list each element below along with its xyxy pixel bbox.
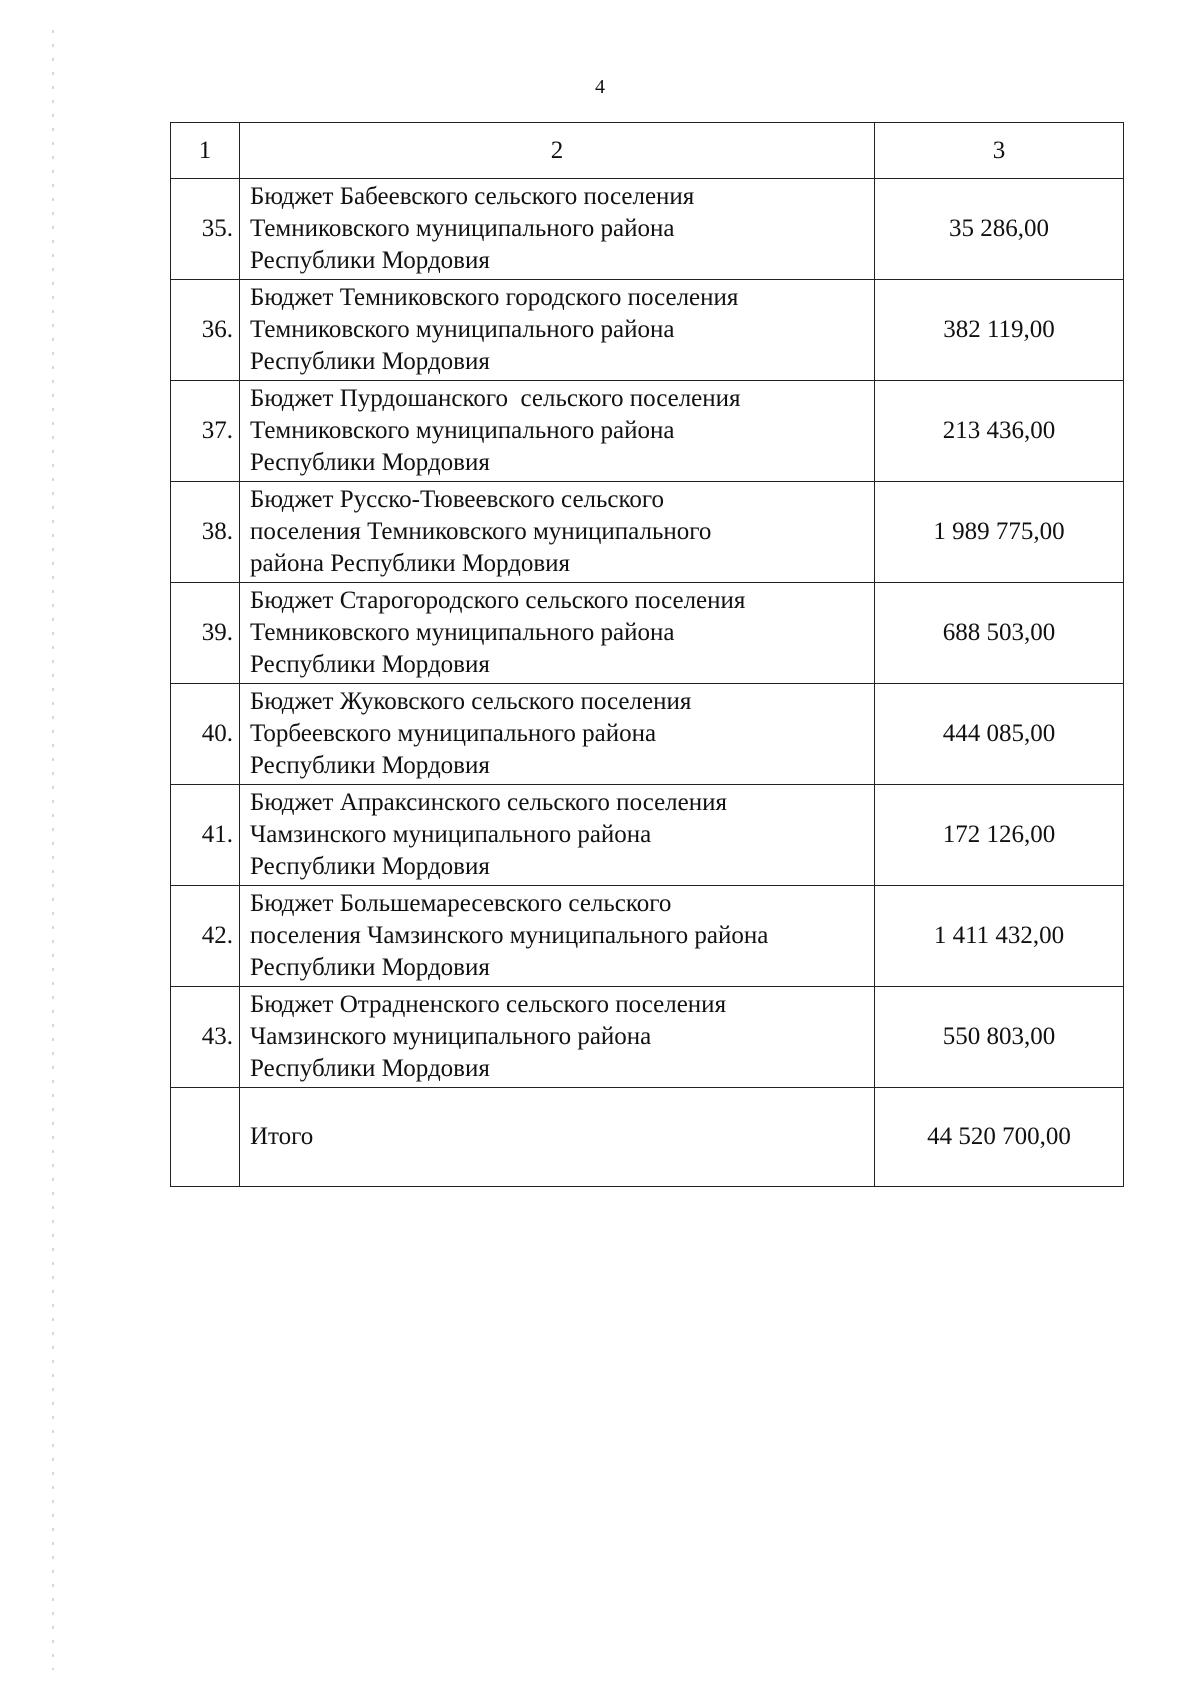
table-row xyxy=(171,482,1124,583)
budget-name-line: Республики Мордовия xyxy=(250,1055,490,1082)
budget-name-line: Республики Мордовия xyxy=(250,247,490,274)
table-row xyxy=(171,785,1124,886)
budget-amount: 172 126,00 xyxy=(875,785,1124,886)
budget-name xyxy=(240,886,875,987)
row-number: 37. xyxy=(171,381,240,482)
budget-name xyxy=(240,179,875,280)
budget-amount: 1 411 432,00 xyxy=(875,886,1124,987)
budget-name-line: Республики Мордовия xyxy=(250,651,490,678)
budget-name-line: поселения Темниковского муниципального xyxy=(250,518,712,545)
table-row xyxy=(171,886,1124,987)
budget-name-line: Бюджет Русско-Тювеевского сельского xyxy=(250,486,665,513)
budget-name-line: Торбеевского муниципального района xyxy=(250,720,657,747)
total-empty-cell xyxy=(171,1088,240,1187)
budget-name-line: Чамзинского муниципального района xyxy=(250,821,652,848)
table-header-row xyxy=(171,123,1124,179)
budget-name-line: Бюджет Жуковского сельского поселения xyxy=(250,688,692,715)
budget-amount: 550 803,00 xyxy=(875,987,1124,1088)
budget-name-line: Бюджет Большемаресевского сельского xyxy=(250,890,672,917)
budget-amount: 382 119,00 xyxy=(875,280,1124,381)
budget-name-line: Бюджет Старогородского сельского поселения xyxy=(250,587,746,614)
header-cell-1: 1 xyxy=(171,123,240,179)
budget-name-line: Республики Мордовия xyxy=(250,752,490,779)
budget-name-line: Темниковского муниципального района xyxy=(250,417,675,444)
row-number: 42. xyxy=(171,886,240,987)
budget-name xyxy=(240,785,875,886)
table-row xyxy=(171,987,1124,1088)
budget-name-line: Темниковского муниципального района xyxy=(250,619,675,646)
table-row xyxy=(171,179,1124,280)
row-number: 36. xyxy=(171,280,240,381)
budget-name-line: Республики Мордовия xyxy=(250,954,490,981)
budget-name-line: Бюджет Бабеевского сельского поселения xyxy=(250,183,695,210)
row-number: 38. xyxy=(171,482,240,583)
budget-name-line: Бюджет Темниковского городского поселения xyxy=(250,284,739,311)
budget-name-line: Бюджет Апраксинского сельского поселения xyxy=(250,789,728,816)
table-row xyxy=(171,583,1124,684)
header-cell-2: 2 xyxy=(240,123,875,179)
budget-name-line: Темниковского муниципального района xyxy=(250,316,675,343)
budget-name-line: Темниковского муниципального района xyxy=(250,215,675,242)
budget-amount: 444 085,00 xyxy=(875,684,1124,785)
budget-name-line: Бюджет Отрадненского сельского поселения xyxy=(250,991,727,1018)
budget-name xyxy=(240,583,875,684)
budget-name-line: Республики Мордовия xyxy=(250,348,490,375)
table-row xyxy=(171,381,1124,482)
budget-amount: 213 436,00 xyxy=(875,381,1124,482)
budget-table xyxy=(170,122,1124,1187)
budget-name xyxy=(240,684,875,785)
row-number: 35. xyxy=(171,179,240,280)
budget-name xyxy=(240,987,875,1088)
budget-name-line: Республики Мордовия xyxy=(250,853,490,880)
binding-marks xyxy=(52,30,54,1670)
row-number: 40. xyxy=(171,684,240,785)
budget-name-line: Республики Мордовия xyxy=(250,449,490,476)
total-amount: 44 520 700,00 xyxy=(875,1088,1124,1187)
budget-amount: 1 989 775,00 xyxy=(875,482,1124,583)
total-row xyxy=(171,1088,1124,1187)
row-number: 39. xyxy=(171,583,240,684)
budget-name xyxy=(240,280,875,381)
row-number: 43. xyxy=(171,987,240,1088)
budget-amount: 688 503,00 xyxy=(875,583,1124,684)
budget-name-line: поселения Чамзинского муниципального района xyxy=(250,922,769,949)
page-number: 4 xyxy=(595,76,605,98)
table-row xyxy=(171,684,1124,785)
budget-amount: 35 286,00 xyxy=(875,179,1124,280)
total-label: Итого xyxy=(240,1088,875,1187)
budget-name-line: Бюджет Пурдошанского сельского поселения xyxy=(250,385,741,412)
table-row xyxy=(171,280,1124,381)
row-number: 41. xyxy=(171,785,240,886)
budget-name xyxy=(240,381,875,482)
budget-name-line: района Республики Мордовия xyxy=(250,550,571,577)
header-cell-3: 3 xyxy=(875,123,1124,179)
budget-name-line: Чамзинского муниципального района xyxy=(250,1023,652,1050)
budget-name xyxy=(240,482,875,583)
